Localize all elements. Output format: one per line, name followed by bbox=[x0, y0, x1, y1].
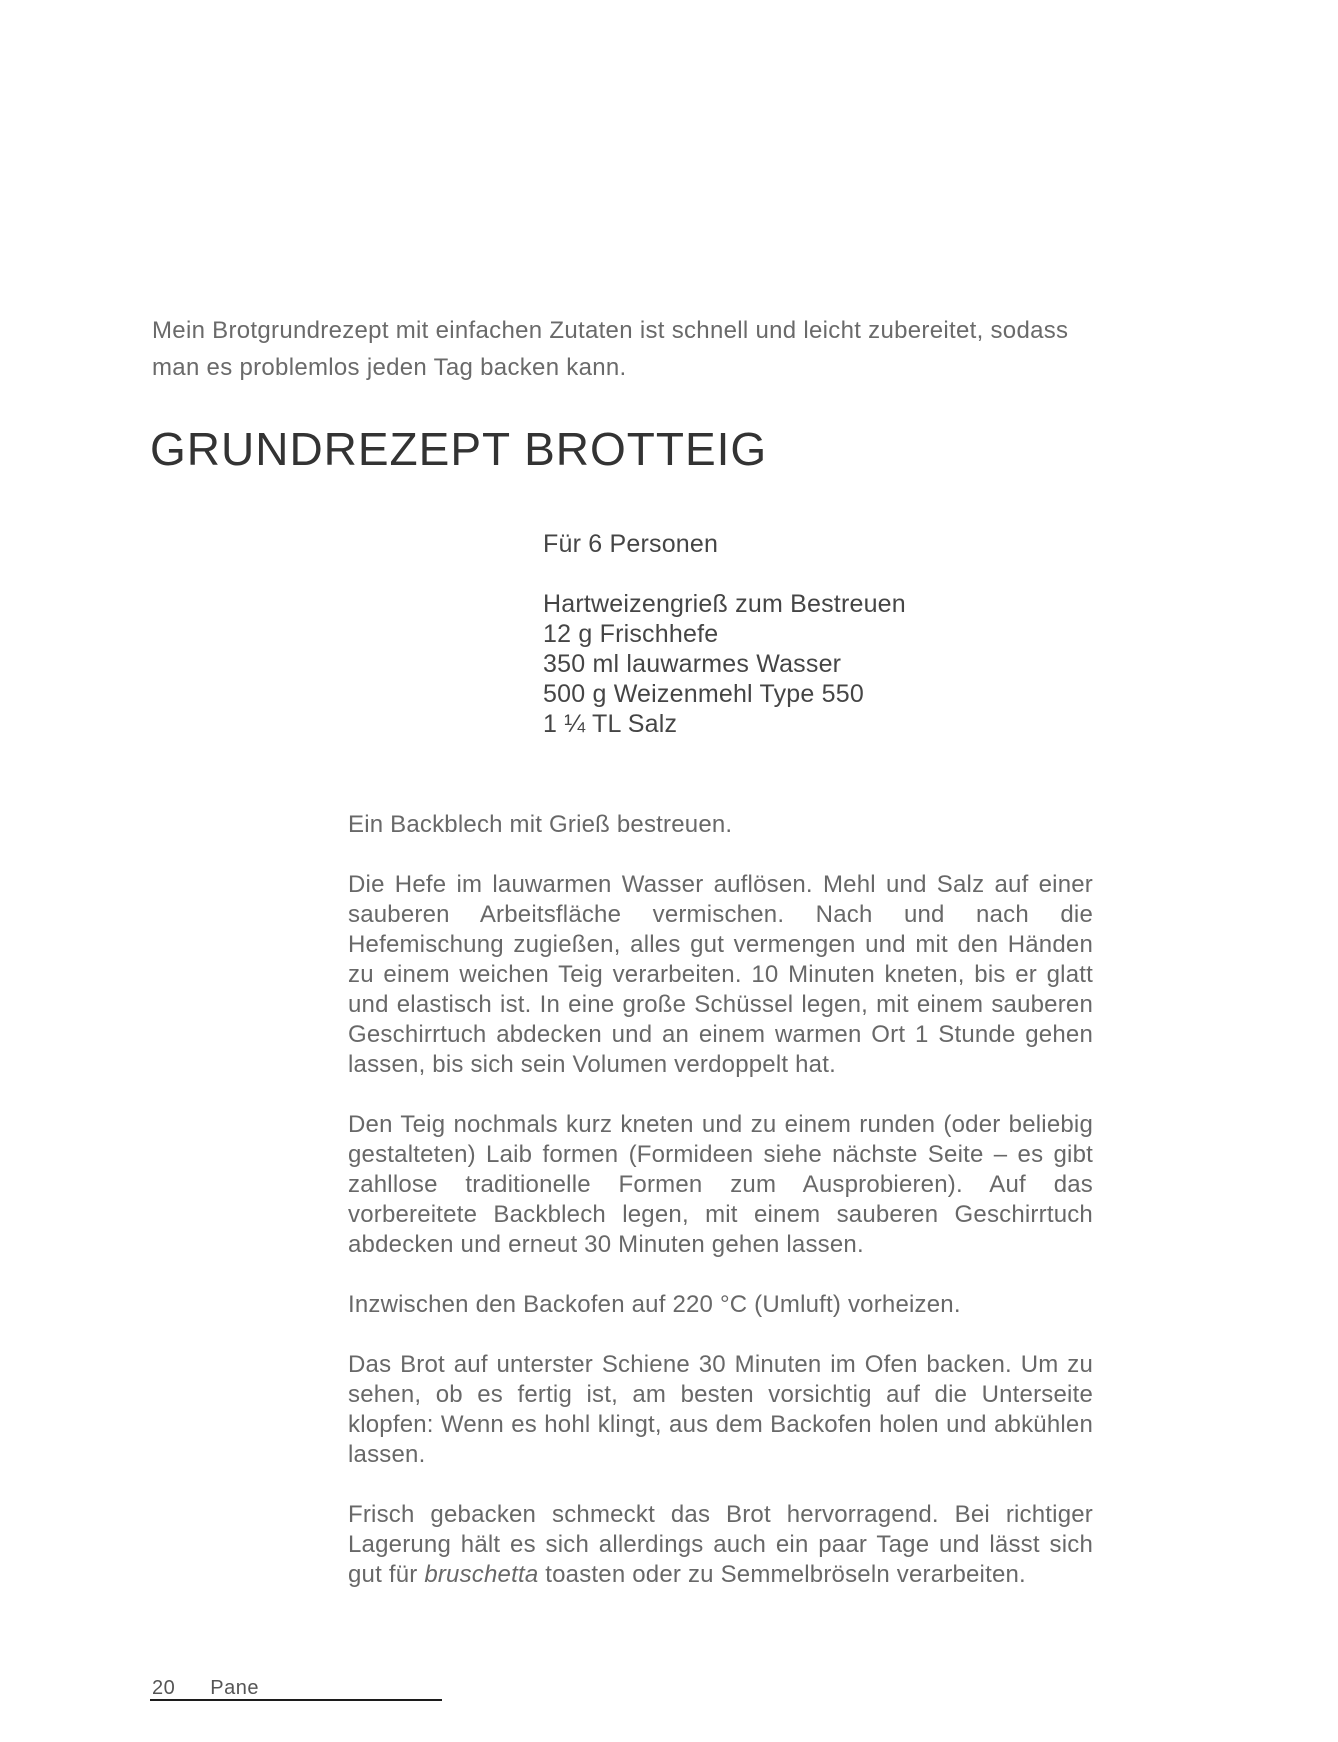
instructions bbox=[348, 810, 1093, 1620]
ingredient-item: 1 ¼ TL Salz bbox=[543, 710, 678, 738]
page-number: 20 bbox=[152, 1677, 176, 1699]
recipe-title: GRUNDREZEPT BROTTEIG bbox=[150, 423, 768, 475]
instruction-paragraph: Den Teig nochmals kurz kneten und zu einem runden (oder beliebig gestalteten) Laib formen (Formideen siehe nächste Seite – es gibt zahllose traditionelle Formen zum Ausprobieren). Auf das vorbereitete Backblech legen, mit einem sauberen Geschirrtuch abdecken und erneut 30 Minuten gehen lassen. bbox=[348, 1111, 1093, 1258]
ingredient-item: 12 g Frischhefe bbox=[543, 620, 719, 648]
footer-rule bbox=[150, 1699, 442, 1701]
recipe-meta bbox=[543, 529, 906, 739]
instruction-paragraph-final bbox=[348, 1500, 1093, 1590]
instruction-paragraph: Inzwischen den Backofen auf 220 °C (Umluft) vorheizen. bbox=[348, 1291, 961, 1318]
final-step-pre: Frisch gebacken schmeckt das Brot hervorragend. Bei richtiger Lagerung hält es sich allerdings auch ein paar Tage und lässt sich gut für bbox=[348, 1501, 1093, 1588]
page-footer bbox=[152, 1676, 259, 1700]
chapter-name: Pane bbox=[210, 1677, 259, 1699]
instruction-paragraph: Ein Backblech mit Grieß bestreuen. bbox=[348, 811, 733, 838]
final-step-post: toasten oder zu Semmelbröseln verarbeiten. bbox=[538, 1561, 1026, 1588]
ingredient-item: 500 g Weizenmehl Type 550 bbox=[543, 680, 864, 708]
italic-term: bruschetta bbox=[424, 1561, 539, 1588]
ingredient-item: 350 ml lauwarmes Wasser bbox=[543, 650, 842, 678]
servings-line: Für 6 Personen bbox=[543, 530, 719, 558]
ingredient-item: Hartweizengrieß zum Bestreuen bbox=[543, 590, 906, 618]
intro-paragraph: Mein Brotgrundrezept mit einfachen Zutaten ist schnell und leicht zubereitet, sodass man es problemlos jeden Tag backen kann. bbox=[152, 317, 1069, 381]
instruction-paragraph: Das Brot auf unterster Schiene 30 Minuten im Ofen backen. Um zu sehen, ob es fertig ist, am besten vorsichtig auf die Unterseite klopfen: Wenn es hohl klingt, aus dem Backofen holen und abkühlen lassen. bbox=[348, 1351, 1093, 1468]
instruction-paragraph: Die Hefe im lauwarmen Wasser auflösen. Mehl und Salz auf einer sauberen Arbeitsfläche vermischen. Nach und nach die Hefemischung zugießen, alles gut vermengen und mit den Händen zu einem weichen Teig verarbeiten. 10 Minuten kneten, bis er glatt und elastisch ist. In eine große Schüssel legen, mit einem sauberen Geschirrtuch abdecken und an einem warmen Ort 1 Stunde gehen lassen, bis sich sein Volumen verdoppelt hat. bbox=[348, 871, 1093, 1078]
ingredient-list bbox=[543, 589, 906, 739]
